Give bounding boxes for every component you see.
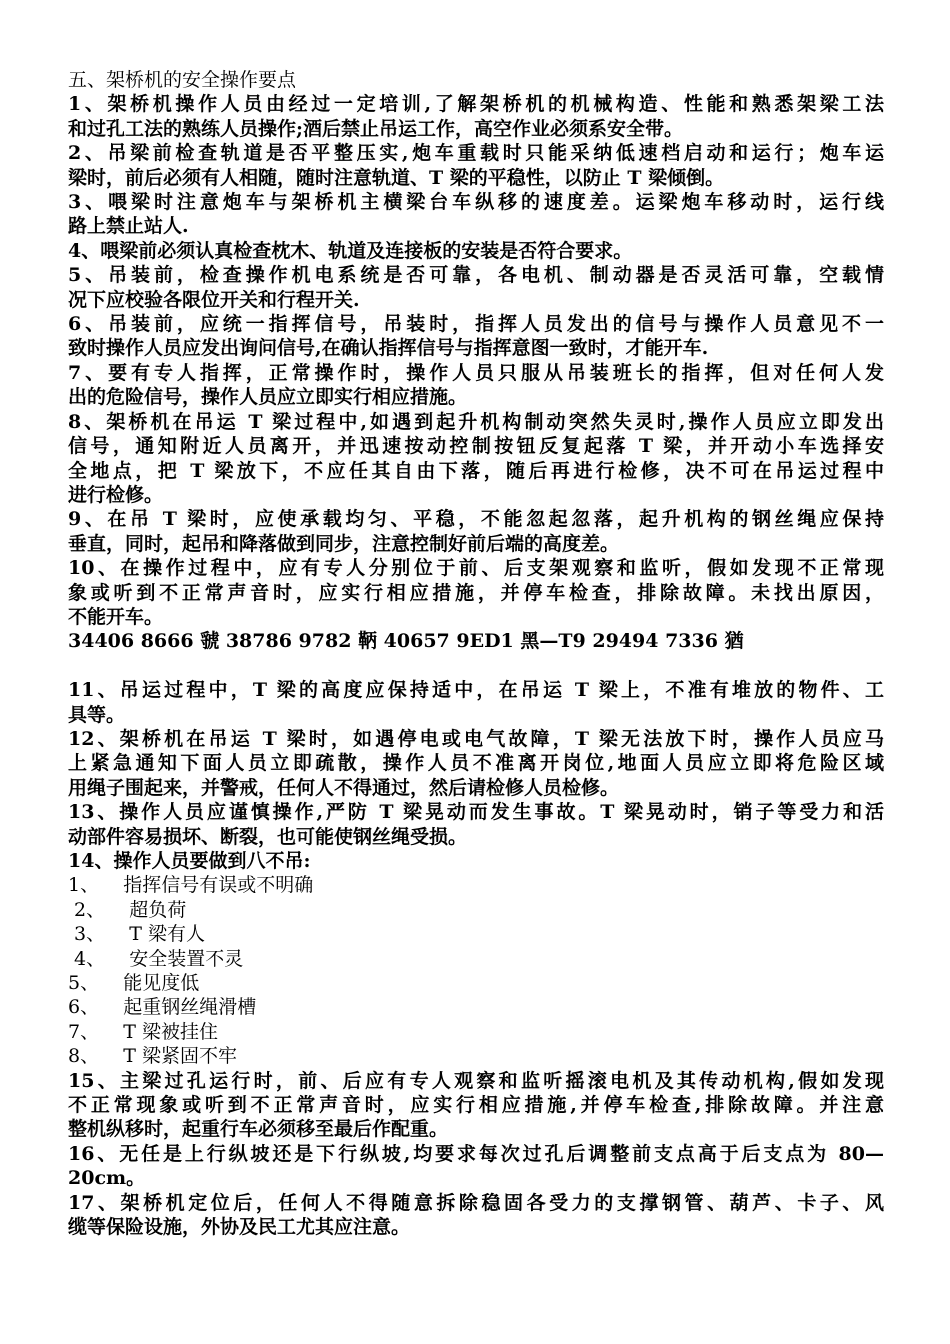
text-line: 17、架桥机定位后，任何人不得随意拆除稳固各受力的支撑钢管、葫芦、卡子、风 xyxy=(68,1191,884,1214)
text-line: 1、 指挥信号有误或不明确 xyxy=(68,874,314,897)
text-line: 6、吊装前，应统一指挥信号，吊装时，指挥人员发出的信号与操作人员意见不一 xyxy=(68,313,884,336)
text-line: 11、吊运过程中，T 梁的高度应保持适中，在吊运 T 梁上，不准有堆放的物件、工 xyxy=(68,679,884,702)
text-line: 12、架桥机在吊运 T 梁时，如遇停电或电气故障，T 梁无法放下时，操作人员应马 xyxy=(68,727,884,750)
text-line: 上紧急通知下面人员立即疏散，操作人员不准离开岗位,地面人员应立即将危险区域 xyxy=(68,752,884,775)
text-line: 2、 超负荷 xyxy=(68,898,187,921)
text-line: 20cm。 xyxy=(68,1167,146,1190)
text-line: 14、操作人员要做到八不吊: xyxy=(68,849,311,872)
text-line: 34406 8666 虢 38786 9782 鞆 40657 9ED1 黑—T9 29494 7336 猶 xyxy=(68,630,744,653)
text-line: 用绳子围起来，并警戒，任何人不得通过，然后请检修人员检修。 xyxy=(68,776,620,799)
text-line: 整机纵移时，起重行车必须移至最后作配重。 xyxy=(68,1118,449,1141)
text-line: 不能开车。 xyxy=(68,605,164,628)
text-line: 1、架桥机操作人员由经过一定培训,了解架桥机的机械构造、性能和熟悉架梁工法 xyxy=(68,93,884,116)
text-line: 6、 起重钢丝绳滑槽 xyxy=(68,996,257,1019)
text-line: 7、要有专人指挥，正常操作时，操作人员只服从吊装班长的指挥，但对任何人发 xyxy=(68,361,884,384)
text-line: 9、在吊 T 梁时，应使承载均匀、平稳，不能忽起忽落，起升机构的钢丝绳应保持 xyxy=(68,508,884,531)
text-line: 16、无任是上行纵坡还是下行纵坡,均要求每次过孔后调整前支点高于后支点为 80— xyxy=(68,1142,884,1165)
text-line: 5、吊装前，检查操作机电系统是否可靠，各电机、制动器是否灵活可靠，空载情 xyxy=(68,264,884,287)
text-line: 缆等保险设施，外协及民工尤其应注意。 xyxy=(68,1216,411,1239)
text-line: 信号，通知附近人员离开，并迅速按动控制按钮反复起落 T 梁，并开动小车选择安 xyxy=(68,435,884,458)
text-line: 况下应校验各限位开关和行程开关. xyxy=(68,288,360,311)
text-line: 7、 T 梁被挂住 xyxy=(68,1020,218,1043)
text-line xyxy=(68,654,884,678)
text-line: 15、主梁过孔运行时，前、后应有专人观察和监听摇滚电机及其传动机构,假如发现 xyxy=(68,1069,884,1092)
text-line: 13、操作人员应谨慎操作,严防 T 梁晃动而发生事故。T 梁晃动时，销子等受力和活 xyxy=(68,801,884,824)
text-line: 进行检修。 xyxy=(68,483,164,506)
document-page xyxy=(68,68,884,1239)
text-line: 8、 T 梁紧固不牢 xyxy=(68,1045,237,1068)
text-line: 出的危险信号，操作人员应立即实行相应措施。 xyxy=(68,386,468,409)
text-line: 动部件容易损坏、断裂，也可能使钢丝绳受损。 xyxy=(68,825,468,848)
text-line: 具等。 xyxy=(68,703,126,726)
text-line: 梁时，前后必须有人相随，随时注意轨道、T 梁的平稳性，以防止 T 梁倾倒。 xyxy=(68,166,725,189)
text-line: 致时操作人员应发出询问信号,在确认指挥信号与指挥意图一致时，才能开车. xyxy=(68,337,709,360)
text-line: 4、喂梁前必须认真检查枕木、轨道及连接板的安装是否符合要求。 xyxy=(68,239,633,262)
text-line: 不正常现象或听到不正常声音时，应实行相应措施,并停车检查,排除故障。并注意 xyxy=(68,1094,884,1117)
text-line: 五、架桥机的安全操作要点 xyxy=(68,69,297,91)
text-line: 3、喂梁时注意炮车与架桥机主横梁台车纵移的速度差。运梁炮车移动时，运行线 xyxy=(68,191,884,214)
text-line: 10、在操作过程中，应有专人分别位于前、后支架观察和监听，假如发现不正常现 xyxy=(68,557,884,580)
text-line: 垂直，同时，起吊和降落做到同步，注意控制好前后端的高度差。 xyxy=(68,532,620,555)
text-line: 2、吊梁前检查轨道是否平整压实,炮车重载时只能采纳低速档启动和运行；炮车运 xyxy=(68,142,884,165)
text-line: 象或听到不正常声音时，应实行相应措施，并停车检查，排除故障。未找出原因， xyxy=(68,581,884,604)
text-line: 8、架桥机在吊运 T 梁过程中,如遇到起升机构制动突然失灵时,操作人员应立即发出 xyxy=(68,410,884,433)
text-line: 全地点，把 T 梁放下，不应任其自由下落，随后再进行检修，决不可在吊运过程中 xyxy=(68,459,884,482)
text-line: 5、 能见度低 xyxy=(68,972,200,995)
text-line: 路上禁止站人. xyxy=(68,215,189,238)
text-line: 和过孔工法的熟练人员操作;酒后禁止吊运工作，高空作业必须系安全带。 xyxy=(68,117,684,140)
text-line: 3、 T 梁有人 xyxy=(68,923,205,946)
text-line: 4、 安全装置不灵 xyxy=(68,947,244,970)
